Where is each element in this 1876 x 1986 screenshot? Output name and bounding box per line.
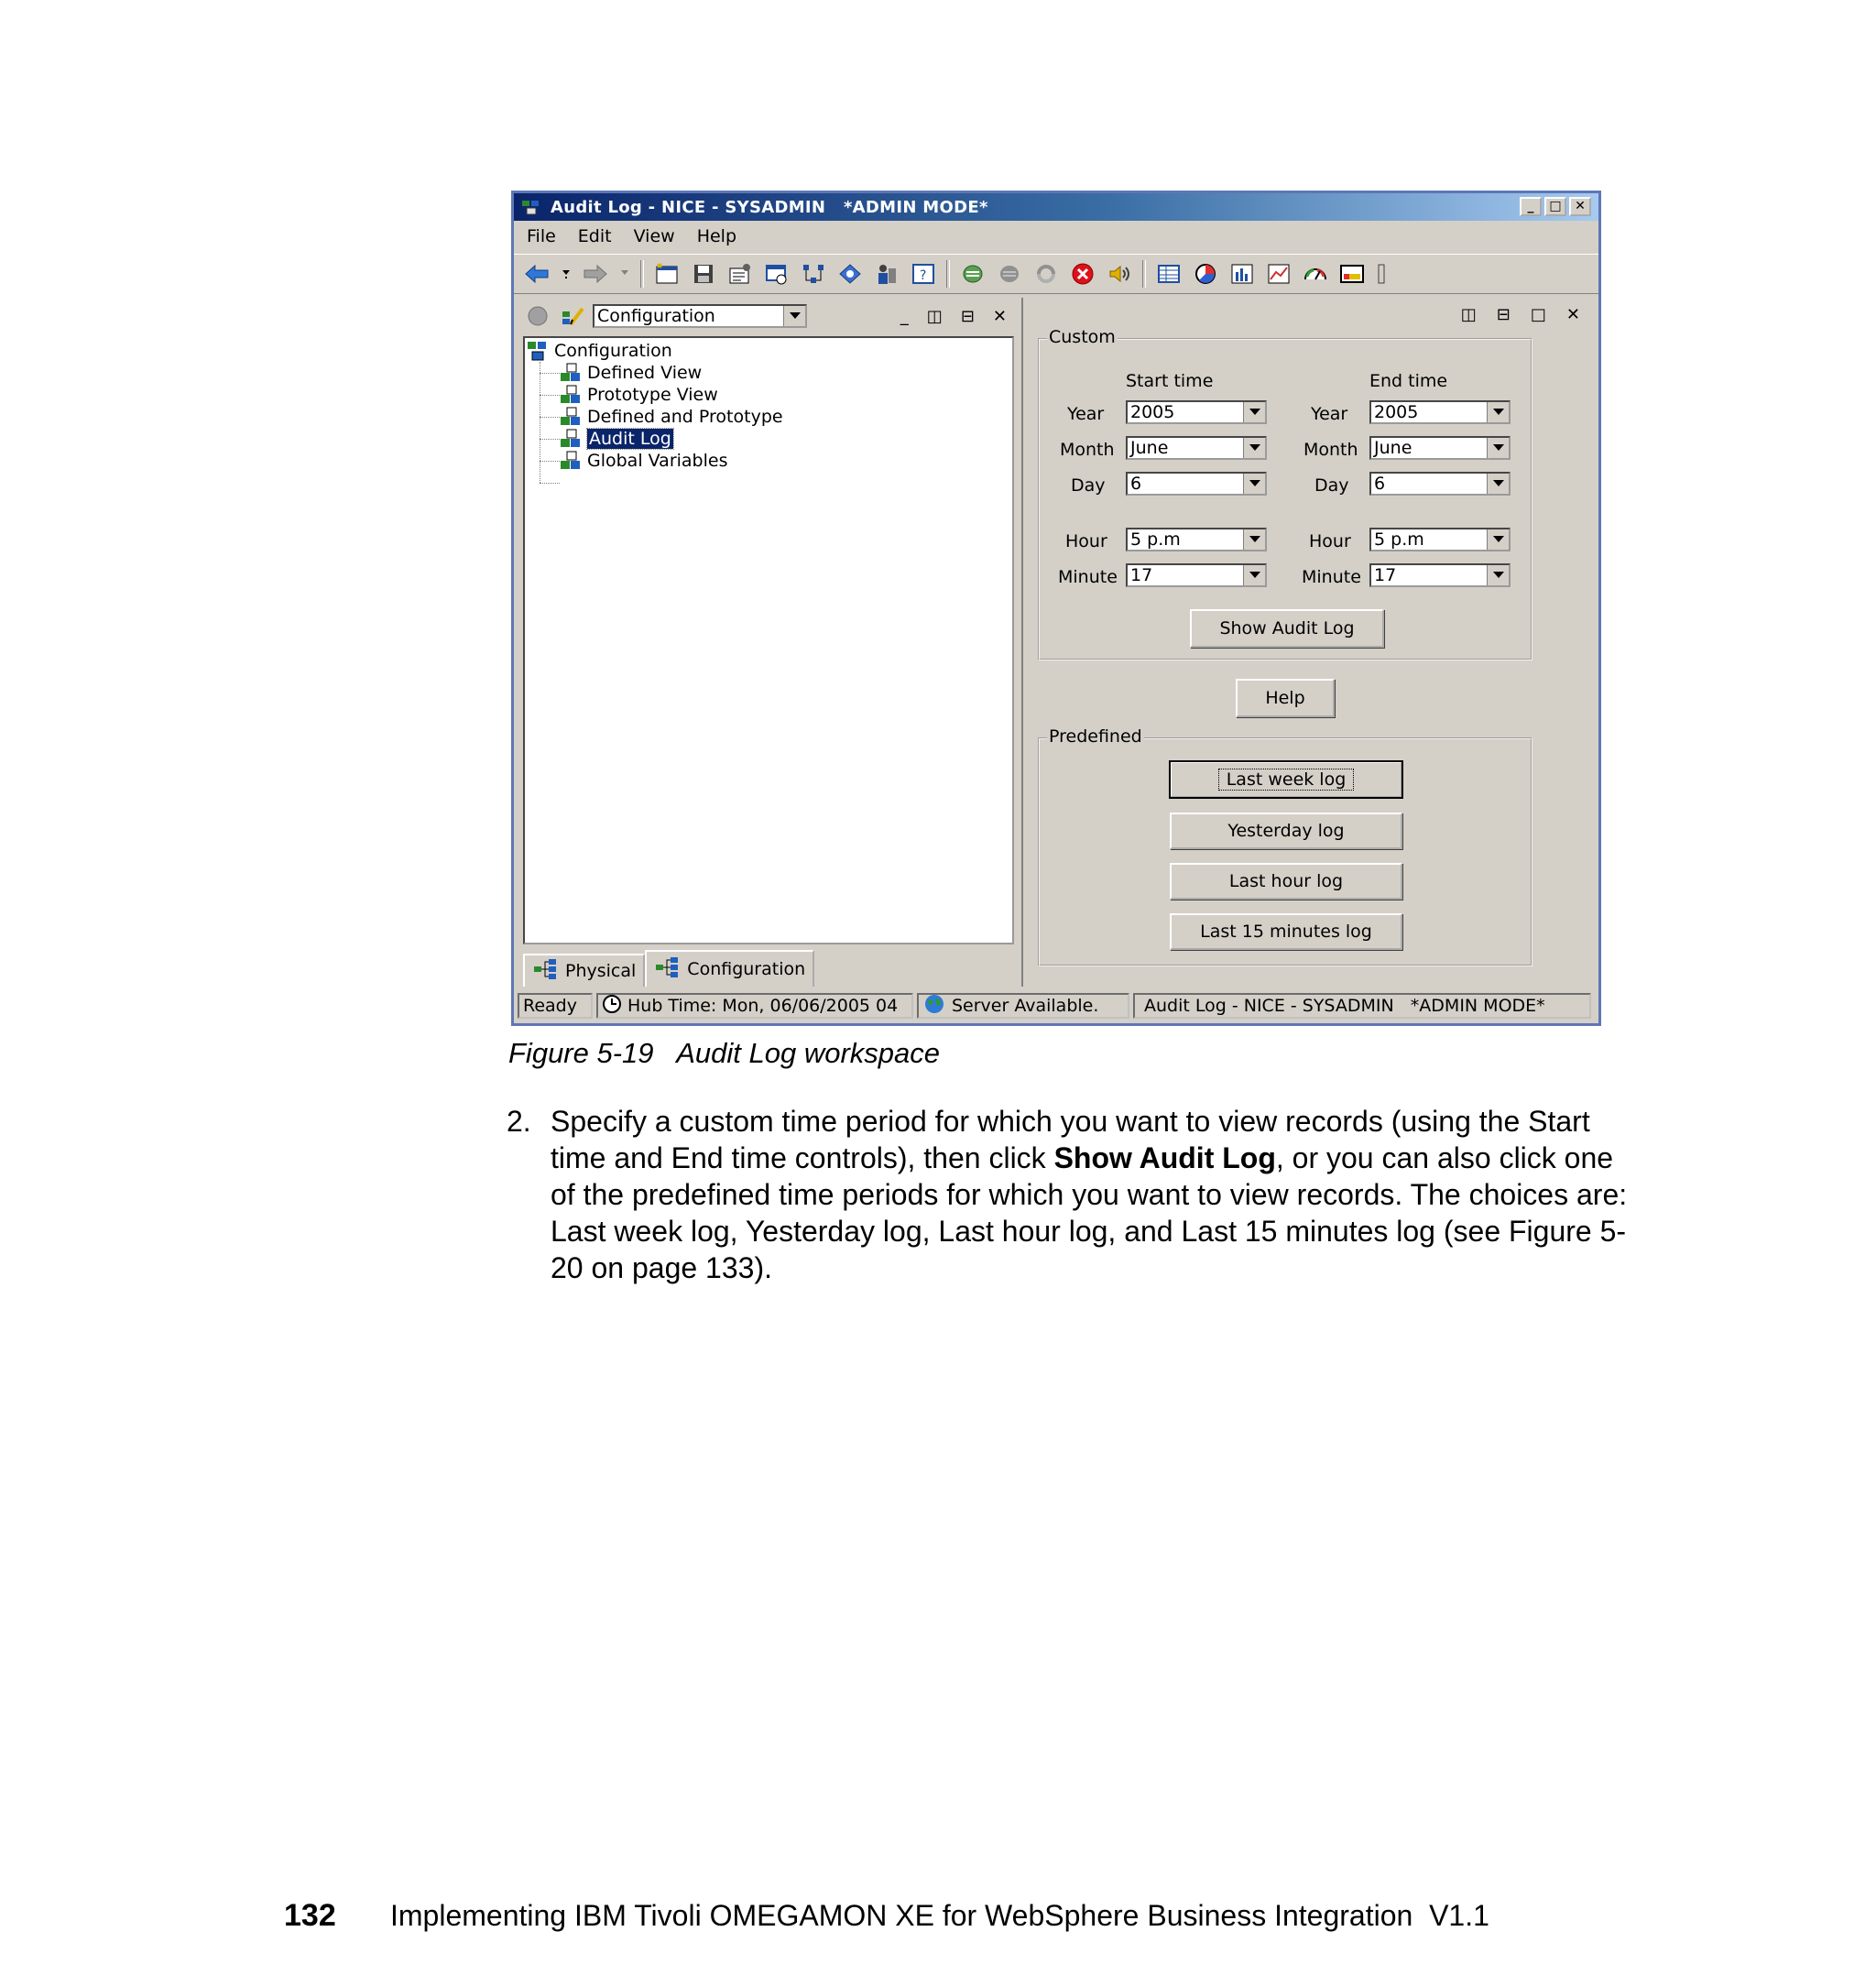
figure-title: Audit Log workspace	[676, 1037, 941, 1069]
thermometer-icon[interactable]	[1338, 260, 1366, 288]
start-time-header: Start time	[1126, 371, 1214, 391]
maximize-pane-icon[interactable]: □	[1530, 305, 1546, 324]
step-body	[551, 1103, 1633, 1286]
tree-node-defined-view[interactable]	[560, 362, 702, 384]
figure-caption	[508, 1037, 940, 1070]
yesterday-log-button[interactable]: Yesterday log	[1170, 813, 1402, 849]
svg-text:?: ?	[920, 268, 927, 283]
gauge-icon[interactable]	[1302, 260, 1329, 288]
custom-group-title: Custom	[1049, 327, 1116, 347]
end-minute-select[interactable]	[1369, 563, 1511, 587]
tree-connector	[540, 439, 560, 440]
end-year-value: 2005	[1374, 402, 1419, 422]
split-horizontal-icon[interactable]: ⊟	[960, 306, 975, 326]
close-pane-icon[interactable]: ✕	[1565, 305, 1580, 324]
forward-arrow-icon[interactable]	[582, 260, 609, 288]
view-node-icon	[560, 429, 582, 449]
bar-chart-icon[interactable]	[1228, 260, 1256, 288]
tree-label: Configuration	[554, 341, 672, 361]
page-footer	[284, 1898, 1489, 1934]
toolbar	[514, 254, 1598, 294]
end-time-header: End time	[1369, 371, 1448, 391]
last-hour-log-button[interactable]: Last hour log	[1170, 863, 1402, 900]
start-minute-value: 17	[1130, 565, 1153, 585]
start-year-select[interactable]	[1126, 400, 1267, 424]
menu-view[interactable]: View	[633, 226, 675, 246]
chevron-down-icon[interactable]	[1487, 438, 1509, 458]
view-node-icon	[560, 407, 582, 427]
end-month-value: June	[1374, 438, 1412, 458]
status-hub-time	[596, 993, 913, 1019]
status-server	[917, 993, 1129, 1019]
end-hour-select[interactable]	[1369, 528, 1511, 551]
app-icon	[521, 199, 541, 215]
menu-edit[interactable]: Edit	[577, 226, 612, 246]
toolbar-separator	[946, 260, 950, 288]
status-hub-time-text: Hub Time: Mon, 06/06/2005 04	[627, 996, 899, 1016]
close-pane-icon[interactable]: ✕	[992, 306, 1007, 326]
end-month-label: Month	[1303, 440, 1358, 460]
stop-icon[interactable]	[1069, 260, 1096, 288]
book-title: Implementing IBM Tivoli OMEGAMON XE for WebSphere Business Integration V1.1	[390, 1899, 1489, 1932]
step-number: 2.	[507, 1105, 531, 1138]
maximize-icon[interactable]: □	[1544, 197, 1566, 216]
end-day-value: 6	[1374, 474, 1386, 494]
navigator-tabs	[523, 948, 814, 987]
step-text-part1: Specify a custom time period for which you want to view records (using the Start time and End time controls), then click	[551, 1105, 1590, 1174]
start-month-label: Month	[1060, 440, 1115, 460]
title-bar	[514, 193, 1598, 221]
tree-label: Defined View	[587, 363, 703, 383]
tree-label-selected: Audit Log	[589, 429, 671, 449]
navigator-status-icon	[527, 305, 552, 327]
window-title: Audit Log - NICE - SYSADMIN *ADMIN MODE*	[551, 197, 988, 217]
tab-physical-label: Physical	[565, 961, 637, 981]
end-year-label: Year	[1311, 404, 1348, 424]
chevron-down-icon[interactable]	[1243, 402, 1265, 422]
tree-connector	[540, 373, 560, 374]
chevron-down-icon[interactable]	[1243, 438, 1265, 458]
status-workspace	[1133, 993, 1591, 1019]
dropdown-icon[interactable]	[560, 260, 573, 288]
step-text-part2: , or you can also click one of the predefined time periods for which you want to view records. The choices are: Last week log, Yesterday log, Last hour log, and Last 15 minutes log (see Figure 5-20 on page 133).	[551, 1141, 1628, 1284]
status-bar	[518, 990, 1595, 1021]
navigator-pane	[518, 298, 1020, 987]
menu-help[interactable]: Help	[696, 226, 737, 246]
end-hour-label: Hour	[1309, 531, 1351, 551]
view-node-icon	[560, 451, 582, 471]
toolbar-separator	[1142, 260, 1146, 288]
minimize-icon[interactable]: _	[1520, 197, 1542, 216]
topology-icon[interactable]	[800, 260, 827, 288]
menu-file[interactable]: File	[527, 226, 556, 246]
end-day-label: Day	[1314, 475, 1349, 496]
cycle-icon[interactable]	[1032, 260, 1060, 288]
menu-bar	[514, 223, 1598, 250]
tree-node-audit-log[interactable]	[560, 428, 673, 450]
stop-refresh-icon[interactable]	[996, 260, 1023, 288]
pie-chart-icon[interactable]	[1192, 260, 1219, 288]
chevron-down-icon[interactable]	[783, 306, 805, 326]
custom-group	[1038, 327, 1532, 660]
chevron-down-icon[interactable]	[1243, 565, 1265, 585]
new-window-icon[interactable]	[653, 260, 681, 288]
status-server-text: Server Available.	[952, 996, 1099, 1016]
status-workspace-text: Audit Log - NICE - SYSADMIN *ADMIN MODE*	[1144, 996, 1545, 1016]
tree-connector	[540, 417, 560, 418]
properties-icon[interactable]	[726, 260, 754, 288]
tab-physical[interactable]	[523, 954, 645, 987]
status-ready-text: Ready	[523, 996, 577, 1016]
tab-configuration-label: Configuration	[687, 959, 806, 979]
tree-connector	[540, 483, 560, 484]
configuration-tree-icon	[654, 956, 680, 983]
page-number: 132	[284, 1898, 336, 1933]
last-15-minutes-log-button[interactable]: Last 15 minutes log	[1170, 913, 1402, 950]
end-minute-label: Minute	[1302, 567, 1361, 587]
status-ready	[518, 993, 593, 1019]
chevron-down-icon[interactable]	[1487, 529, 1509, 550]
end-hour-value: 5 p.m	[1374, 529, 1424, 550]
start-year-value: 2005	[1130, 402, 1175, 422]
audit-log-view	[1021, 298, 1595, 987]
workspace-icon[interactable]	[763, 260, 791, 288]
help-button[interactable]: Help	[1236, 679, 1335, 717]
chevron-down-icon[interactable]	[1487, 402, 1509, 422]
table-icon[interactable]	[1155, 260, 1183, 288]
sound-icon[interactable]	[1106, 260, 1133, 288]
last-week-log-label: Last week log	[1219, 769, 1354, 790]
start-minute-select[interactable]	[1126, 563, 1267, 587]
start-day-select[interactable]	[1126, 472, 1267, 496]
start-hour-select[interactable]	[1126, 528, 1267, 551]
start-hour-label: Hour	[1065, 531, 1107, 551]
back-arrow-icon[interactable]	[523, 260, 551, 288]
start-month-value: June	[1130, 438, 1169, 458]
globe-icon	[922, 993, 946, 1019]
save-icon[interactable]	[690, 260, 717, 288]
tree-node-defined-and-prototype[interactable]	[560, 406, 783, 428]
tree-label: Defined and Prototype	[587, 407, 783, 427]
end-year-select[interactable]	[1369, 400, 1511, 424]
step-paragraph	[507, 1103, 1633, 1286]
navigator-view-select[interactable]	[593, 304, 807, 328]
end-minute-value: 17	[1374, 565, 1397, 585]
minimize-pane-icon[interactable]: _	[900, 306, 909, 326]
start-year-label: Year	[1067, 404, 1105, 424]
user-admin-icon[interactable]	[873, 260, 900, 288]
start-hour-value: 5 p.m	[1130, 529, 1181, 550]
tree-node-prototype-view[interactable]	[560, 384, 718, 406]
line-chart-icon[interactable]	[1265, 260, 1292, 288]
navigator-header	[518, 298, 1020, 334]
toolbar-overflow-icon[interactable]	[1375, 260, 1388, 288]
last-week-log-button[interactable]	[1170, 761, 1402, 798]
navigator-tree	[523, 336, 1014, 944]
clock-icon	[602, 994, 622, 1019]
chevron-down-icon[interactable]	[1487, 474, 1509, 494]
help-book-icon[interactable]	[910, 260, 937, 288]
start-day-value: 6	[1130, 474, 1142, 494]
dropdown-icon[interactable]	[618, 260, 631, 288]
end-day-select[interactable]	[1369, 472, 1511, 496]
split-horizontal-icon[interactable]: ⊟	[1496, 305, 1511, 324]
predefined-group-title: Predefined	[1049, 726, 1142, 747]
tree-connector	[540, 395, 560, 396]
show-audit-log-button[interactable]: Show Audit Log	[1190, 609, 1384, 648]
tree-label: Prototype View	[587, 385, 718, 405]
configuration-node-icon	[527, 341, 549, 361]
view-node-icon	[560, 363, 582, 383]
view-node-icon	[560, 385, 582, 405]
start-minute-label: Minute	[1058, 567, 1118, 587]
navigator-view-value: Configuration	[597, 306, 715, 326]
audit-log-window	[511, 191, 1601, 1026]
tree-label: Global Variables	[587, 451, 728, 471]
tree-node-root[interactable]	[527, 340, 672, 362]
start-month-select[interactable]	[1126, 436, 1267, 460]
split-vertical-icon[interactable]: ◫	[1460, 305, 1477, 324]
navigator-edit-icon[interactable]	[560, 304, 587, 328]
split-vertical-icon[interactable]: ◫	[926, 306, 943, 326]
toolbar-separator	[640, 260, 644, 288]
tab-configuration[interactable]	[645, 950, 814, 987]
physical-tree-icon	[532, 958, 558, 985]
tree-connector	[540, 461, 560, 462]
close-icon[interactable]: ✕	[1569, 197, 1591, 216]
chevron-down-icon[interactable]	[1487, 565, 1509, 585]
step-text-bold: Show Audit Log	[1053, 1141, 1276, 1174]
end-month-select[interactable]	[1369, 436, 1511, 460]
tree-node-global-variables[interactable]	[560, 450, 727, 472]
chevron-down-icon[interactable]	[1243, 529, 1265, 550]
predefined-group	[1038, 726, 1532, 966]
network-icon[interactable]	[836, 260, 864, 288]
start-day-label: Day	[1071, 475, 1106, 496]
refresh-icon[interactable]	[959, 260, 987, 288]
chevron-down-icon[interactable]	[1243, 474, 1265, 494]
figure-number: Figure 5-19	[508, 1037, 654, 1069]
